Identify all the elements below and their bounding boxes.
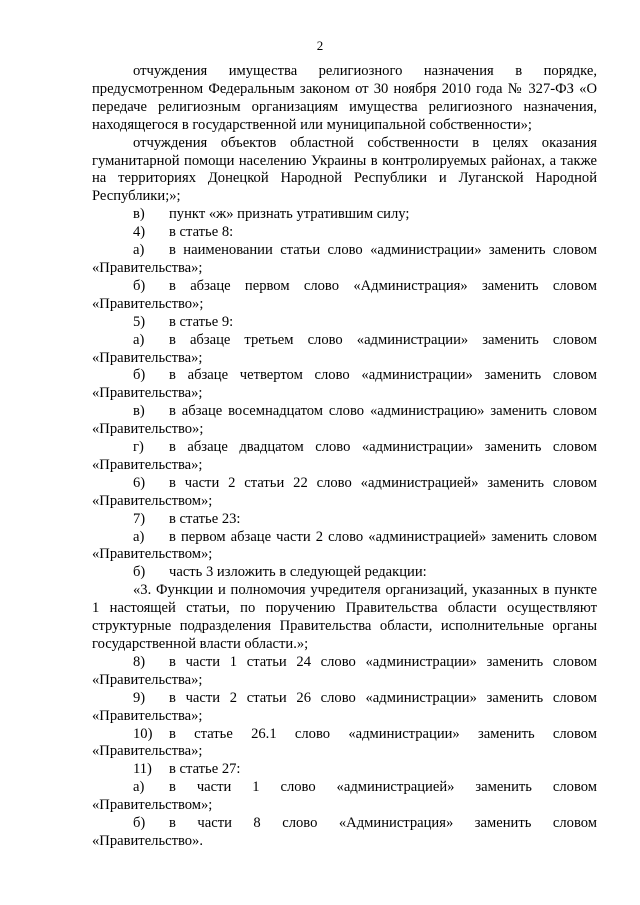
paragraph bbox=[92, 779, 597, 815]
item-number: 7) bbox=[133, 510, 146, 527]
paragraph bbox=[92, 224, 597, 242]
paragraph-text: «3. Функции и полномочия учредителя организаций, указанных в пункте 1 настоящей статьи, по поручению Правительства области осуществляют структурные подразделения Правительства области, исполнительные органы государственной власти области.»; bbox=[92, 582, 597, 652]
paragraph bbox=[92, 529, 597, 565]
paragraph bbox=[92, 314, 597, 332]
item-number: а) bbox=[133, 528, 145, 545]
paragraph bbox=[92, 242, 597, 278]
paragraph-text: пункт «ж» признать утратившим силу; bbox=[169, 206, 410, 223]
item-number: б) bbox=[133, 564, 146, 581]
item-number: в) bbox=[133, 403, 145, 420]
paragraph-text: в части 1 статьи 24 слово «администрации» заменить словом «Правительства»; bbox=[92, 653, 597, 688]
paragraph-text: в статье 26.1 слово «администрации» заменить словом «Правительства»; bbox=[92, 725, 597, 760]
paragraph bbox=[92, 815, 597, 851]
item-number: а) bbox=[133, 779, 145, 796]
paragraph-text: в части 2 статьи 26 слово «администрации» заменить словом «Правительства»; bbox=[92, 689, 597, 724]
paragraph-text: отчуждения имущества религиозного назначения в порядке, предусмотренном Федеральным законом от 30 ноября 2010 года № 327-ФЗ «О передаче религиозным организациям имущества религиозного назначения, находящегося в государственной или муниципальной собственности»; bbox=[92, 63, 597, 133]
paragraph bbox=[92, 332, 597, 368]
paragraph-text: в статье 9: bbox=[169, 313, 234, 330]
item-number: г) bbox=[133, 439, 144, 456]
paragraph-text: отчуждения объектов областной собственности в целях оказания гуманитарной помощи населению Украины в контролируемых районах, а также на территориях Донецкой Народной Республики и Луганской Народной Республики;»; bbox=[92, 134, 597, 205]
paragraph bbox=[92, 403, 597, 439]
item-number: 6) bbox=[133, 474, 146, 491]
paragraph bbox=[92, 278, 597, 314]
paragraph-text: в абзаце восемнадцатом слово «администрацию» заменить словом «Правительство»; bbox=[92, 403, 597, 438]
paragraph-text: в части 2 статьи 22 слово «администрацией» заменить словом «Правительством»; bbox=[92, 474, 597, 509]
paragraph-text: в статье 23: bbox=[169, 510, 241, 527]
paragraph bbox=[92, 63, 597, 135]
paragraph-text: в абзаце третьем слово «администрации» заменить словом «Правительства»; bbox=[92, 331, 597, 366]
paragraph-text: в абзаце первом слово «Администрация» заменить словом «Правительство»; bbox=[92, 277, 597, 312]
item-number: 5) bbox=[133, 313, 146, 330]
paragraph bbox=[92, 690, 597, 726]
paragraph-text: в статье 8: bbox=[169, 224, 234, 241]
item-number: а) bbox=[133, 242, 145, 259]
document-body bbox=[92, 63, 597, 851]
page-number: 2 bbox=[316, 38, 324, 53]
item-number: б) bbox=[133, 815, 146, 832]
paragraph bbox=[92, 475, 597, 511]
item-number: 4) bbox=[133, 224, 146, 241]
item-number: в) bbox=[133, 206, 145, 223]
paragraph bbox=[92, 367, 597, 403]
paragraph bbox=[92, 582, 597, 654]
item-number: 11) bbox=[133, 761, 152, 778]
paragraph-text: в наименовании статьи слово «администрации» заменить словом «Правительства»; bbox=[92, 242, 597, 276]
paragraph-text: в абзаце двадцатом слово «администрации» заменить словом «Правительства»; bbox=[92, 439, 597, 473]
item-number: б) bbox=[133, 277, 146, 294]
item-number: а) bbox=[133, 331, 145, 348]
paragraph-text: часть 3 изложить в следующей редакции: bbox=[169, 564, 427, 581]
item-number: 9) bbox=[133, 689, 146, 706]
paragraph-text: в части 1 слово «администрацией» заменить словом «Правительством»; bbox=[92, 779, 597, 814]
paragraph-text: в части 8 слово «Администрация» заменить словом «Правительство». bbox=[92, 815, 597, 849]
paragraph-text: в абзаце четвертом слово «администрации» заменить словом «Правительства»; bbox=[92, 367, 597, 402]
paragraph bbox=[92, 439, 597, 475]
paragraph-text: в первом абзаце части 2 слово «администрацией» заменить словом «Правительством»; bbox=[92, 528, 597, 563]
item-number: 10) bbox=[133, 725, 153, 742]
paragraph bbox=[92, 654, 597, 690]
paragraph bbox=[92, 761, 597, 779]
item-number: 8) bbox=[133, 653, 146, 670]
paragraph bbox=[92, 726, 597, 762]
paragraph bbox=[92, 206, 597, 224]
paragraph bbox=[92, 135, 597, 207]
item-number: б) bbox=[133, 367, 146, 384]
paragraph bbox=[92, 511, 597, 529]
paragraph bbox=[92, 564, 597, 582]
paragraph-text: в статье 27: bbox=[169, 761, 241, 778]
